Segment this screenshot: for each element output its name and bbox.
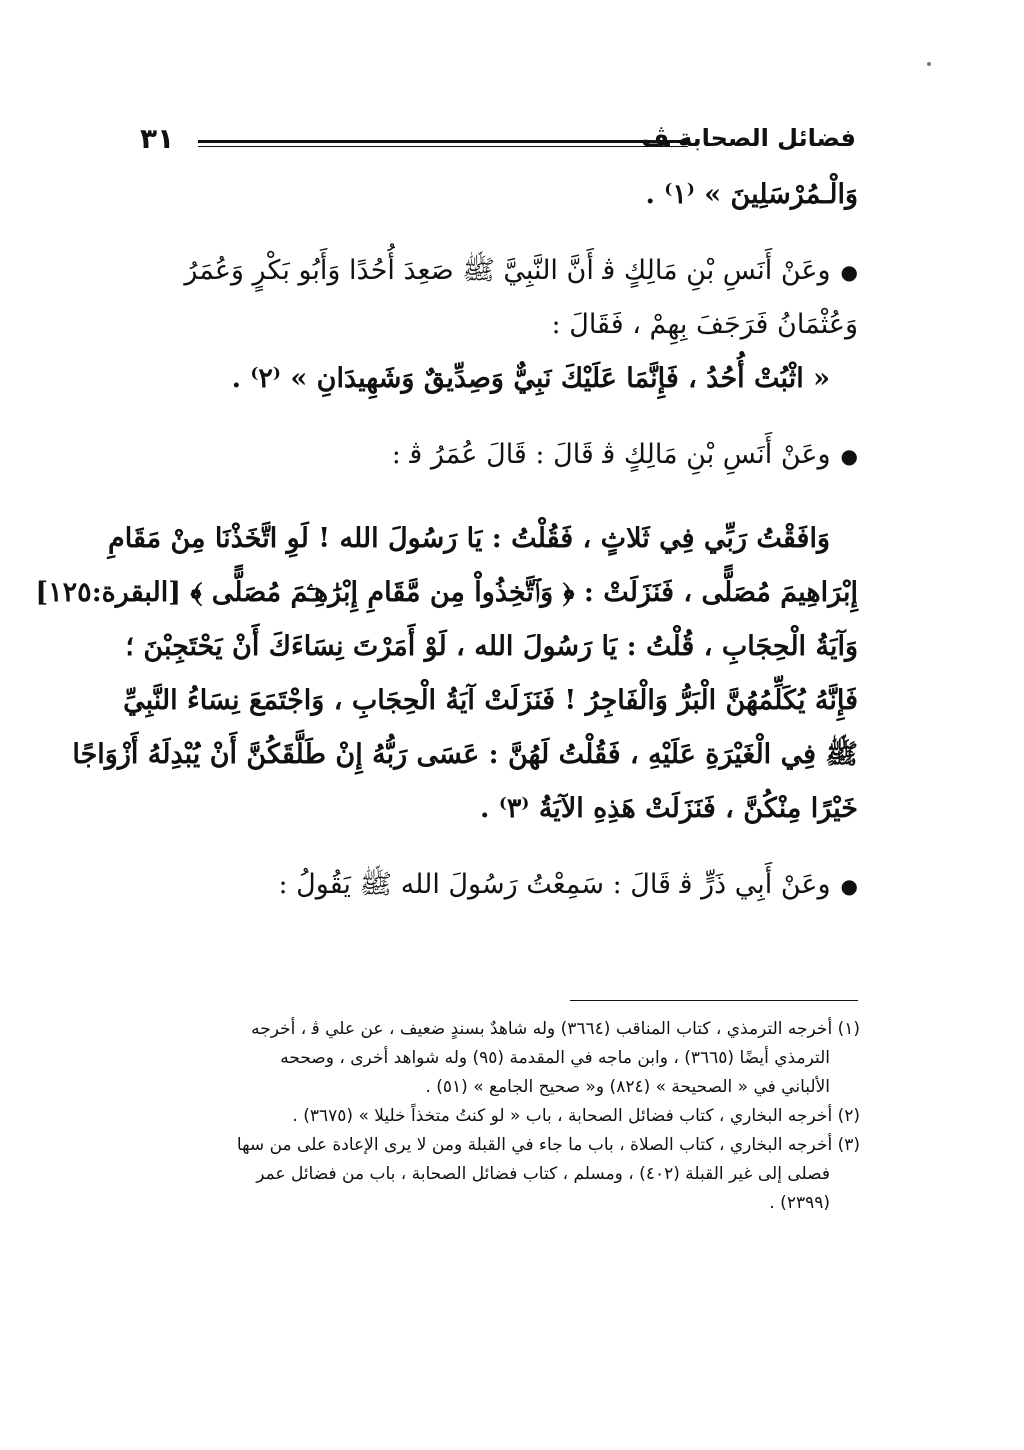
text-line: وَالْـمُرْسَلِينَ » ⁽١⁾ . xyxy=(645,179,858,210)
page-header xyxy=(140,122,856,164)
footnotes xyxy=(150,1015,860,1218)
main-text xyxy=(35,168,858,912)
book-title: فضائل الصحابة ﭫ xyxy=(641,124,856,152)
hadith-line: ● وعَنْ أَنَسِ بْنِ مَالِكٍ ﭬ قَالَ : قَالَ عُمَرُ ﭬ : xyxy=(142,428,858,482)
hadith-quote: وَآيَةُ الْحِجَابِ ، قُلْتُ : يَا رَسُولَ الله ، لَوْ أَمَرْتَ نِسَاءَكَ أَنْ يَحْتَجِبْنَ ؛ xyxy=(125,631,858,662)
hadith-quote: إِبْرَاهِيمَ مُصَلًّى ، فَنَزَلَتْ : ﴿ وَٱتَّخِذُواْ مِن مَّقَامِ إِبْرَٰهِـۧمَ مُصَلًّى ﴾ [البقرة:١٢٥] xyxy=(35,577,858,608)
hadith-quote: « اثْبُتْ أُحُدُ ، فَإِنَّمَا عَلَيْكَ نَبِيٌّ وَصِدِّيقٌ وَشَهِيدَانِ » ⁽٢⁾ . xyxy=(231,363,830,394)
hadith-quote: فَإِنَّهُ يُكَلِّمُهُنَّ الْبَرُّ وَالْفَاجِرُ ! فَنَزَلَتْ آيَةُ الْحِجَابِ ، وَاجْتَمَعَ نِسَاءُ النَّبِيِّ xyxy=(123,685,858,716)
footnote-line: الألباني في « الصحيحة » (٨٢٤) و« صحيح الجامع » (٥١) . xyxy=(425,1077,830,1097)
hadith-quote: وَافَقْتُ رَبِّي فِي ثَلاثٍ ، فَقُلْتُ : يَا رَسُولَ الله ! لَوِ اتَّخَذْنَا مِنْ مَقَامِ xyxy=(108,523,830,554)
page-number: ٣١ xyxy=(140,122,175,155)
footnote-line: (١) أخرجه الترمذي ، كتاب المناقب (٣٦٦٤) وله شاهدٌ بسندٍ ضعيف ، عن علي ﭬ ، أخرجه xyxy=(251,1019,860,1039)
footnote-line: (٣) أخرجه البخاري ، كتاب الصلاة ، باب ما جاء في القبلة ومن لا يرى الإعادة على من سها xyxy=(236,1135,860,1155)
footnote-line: الترمذي أيضًا (٣٦٦٥) ، وابن ماجه في المقدمة (٩٥) وله شواهد أخرى ، وصححه xyxy=(280,1048,830,1068)
footnote-line: فصلى إلى غير القبلة (٤٠٢) ، ومسلم ، كتاب فضائل الصحابة ، باب من فضائل عمر xyxy=(256,1164,830,1184)
hadith-line: ● وعَنْ أَبِي ذَرٍّ ﭬ قَالَ : سَمِعْتُ رَسُولَ الله ﷺ يَقُولُ : xyxy=(142,858,858,912)
hadith-quote: خَيْرًا مِنْكُنَّ ، فَنَزَلَتْ هَذِهِ الآيَةُ ⁽٣⁾ . xyxy=(480,793,858,824)
text-line: وَعُثْمَانُ فَرَجَفَ بِهِمْ ، فَقَالَ : xyxy=(551,309,858,340)
hadith-line: ● وعَنْ أَنَسِ بْنِ مَالِكٍ ﭬ أَنَّ النَّبِيَّ ﷺ صَعِدَ أُحُدًا وَأَبُو بَكْرٍ وَعُمَرُ xyxy=(142,244,858,298)
footnote-line: (٢٣٩٩) . xyxy=(769,1193,830,1213)
footnote-separator xyxy=(570,1000,858,1001)
hadith-quote: ﷺ فِي الْغَيْرَةِ عَلَيْهِ ، فَقُلْتُ لَهُنَّ : عَسَى رَبُّهُ إِنْ طَلَّقَكُنَّ أَنْ يُبْدِلَهُ أَزْوَاجًا xyxy=(72,739,858,770)
header-rule xyxy=(198,140,688,147)
paper-speck xyxy=(927,62,931,66)
footnote-line: (٢) أخرجه البخاري ، كتاب فضائل الصحابة ، باب « لو كنتُ متخذاً خليلا » (٣٦٧٥) . xyxy=(292,1106,860,1126)
